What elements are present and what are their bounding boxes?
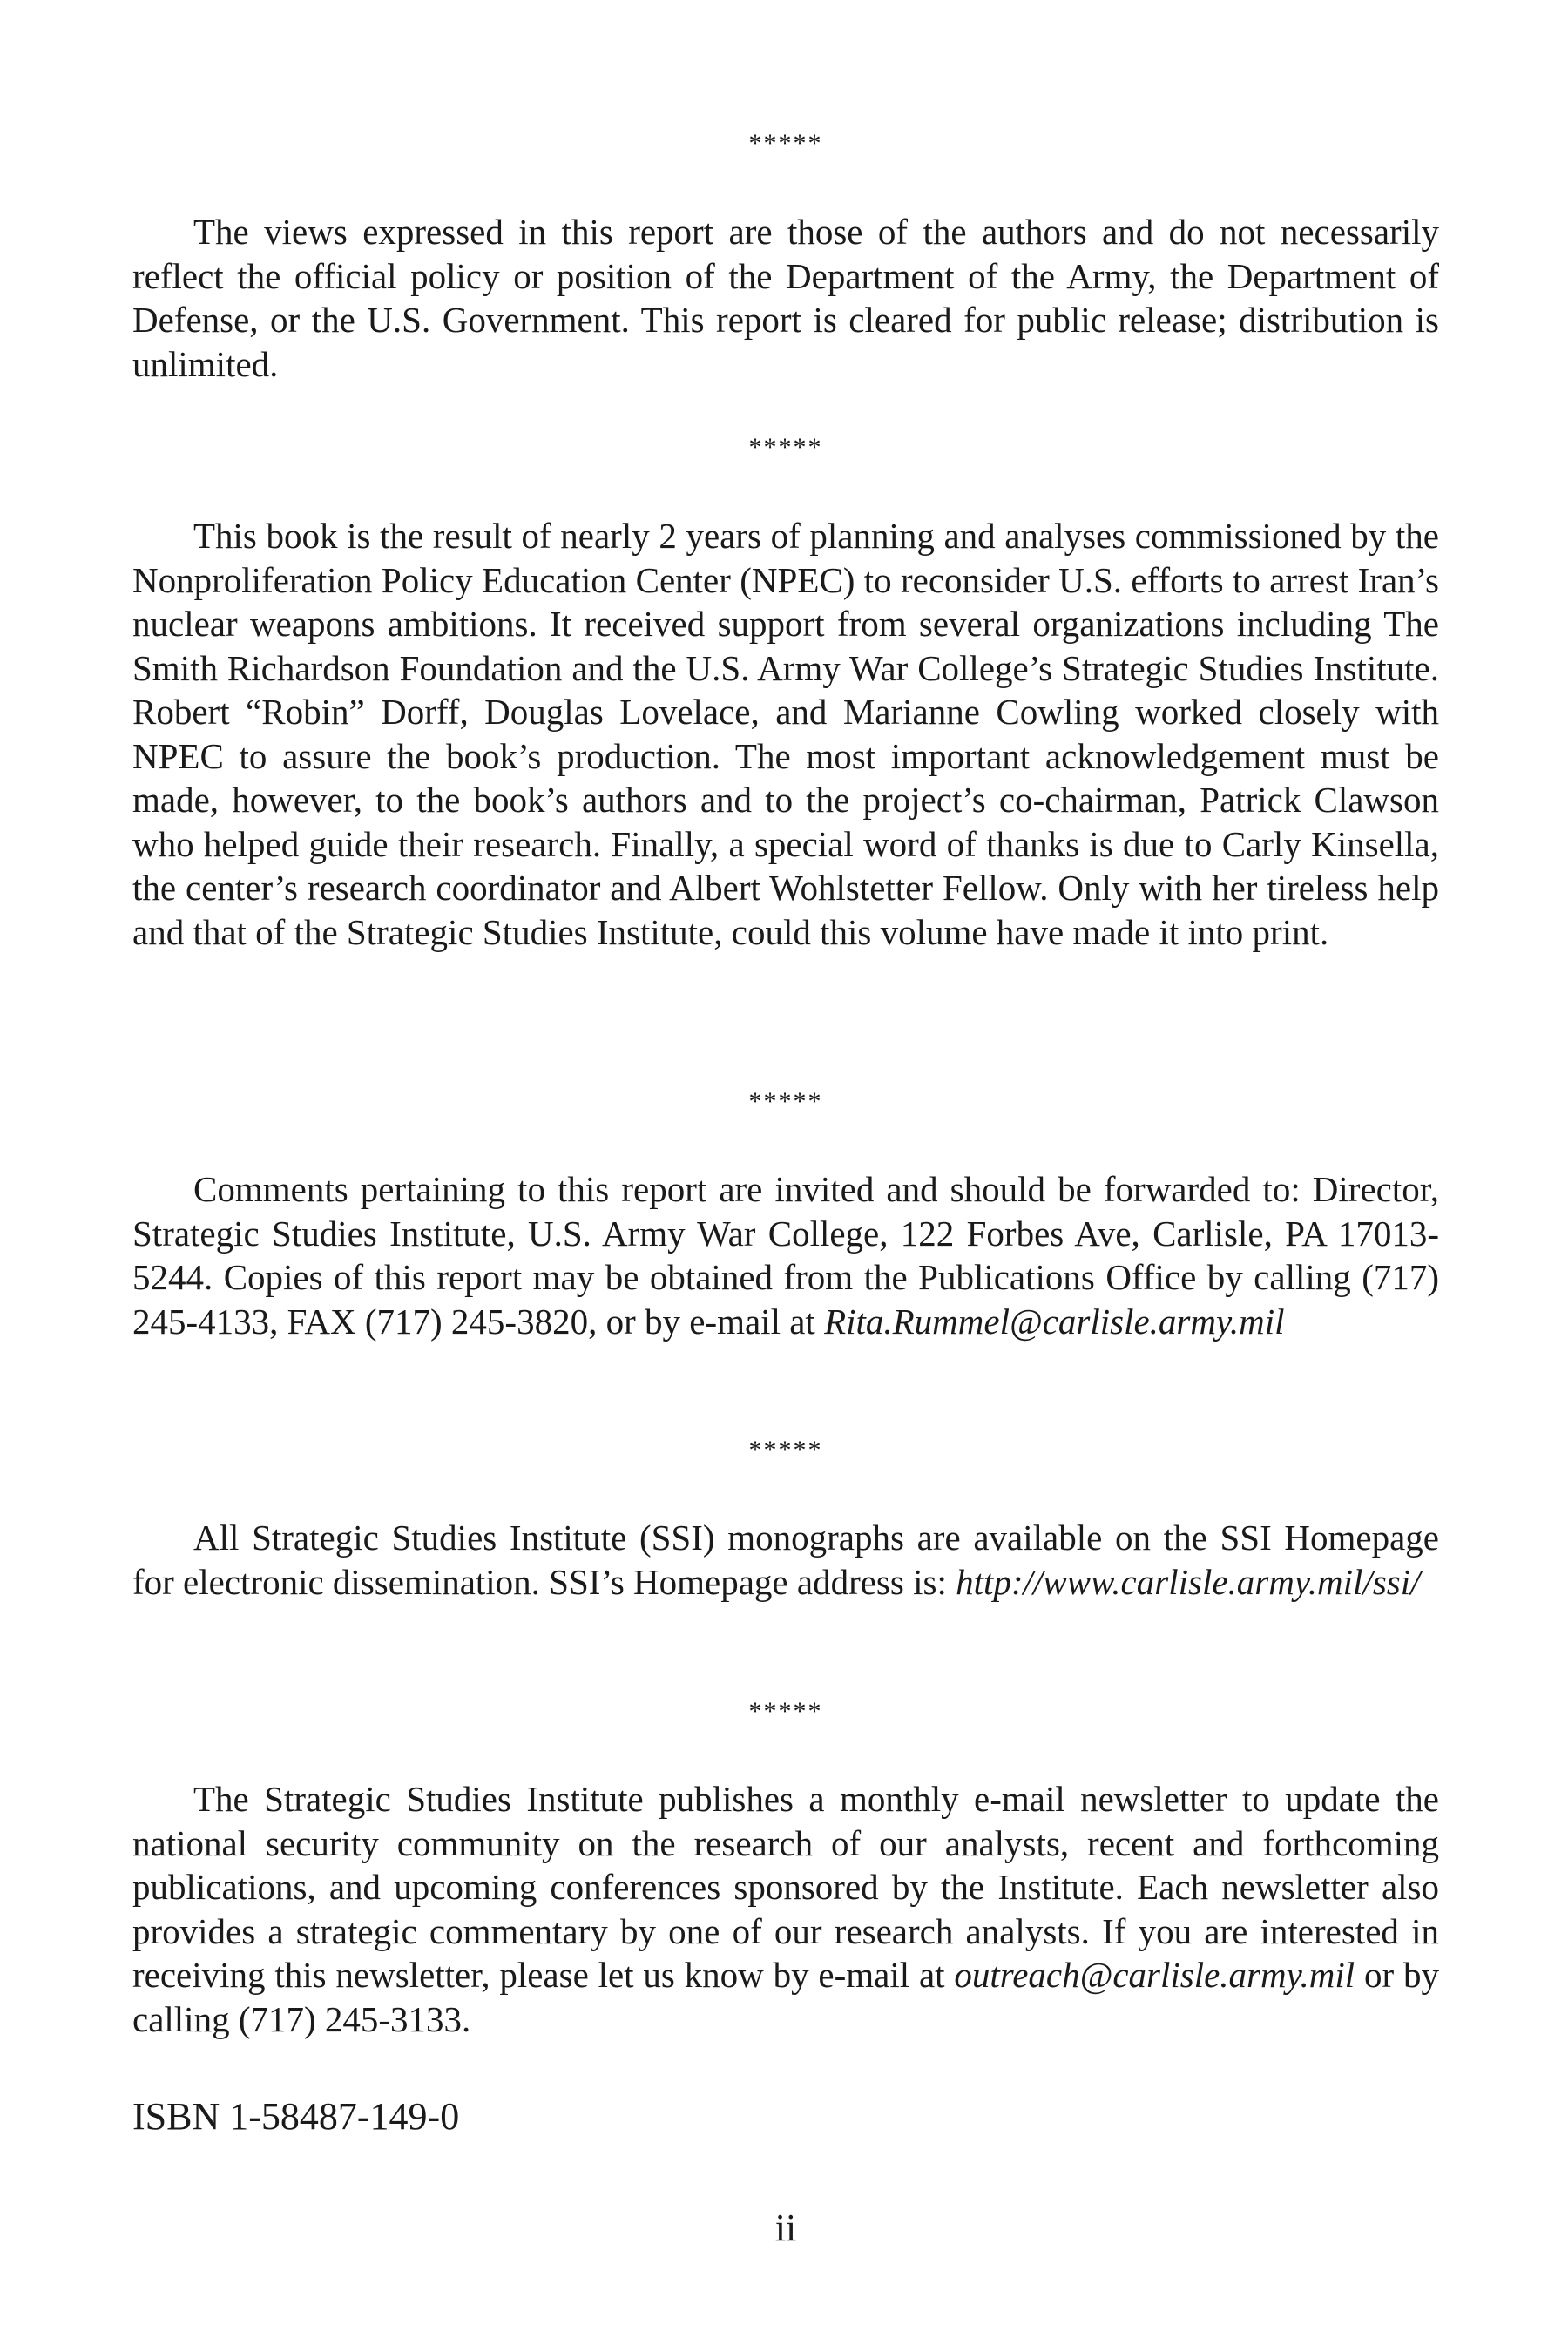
separator-3: ***** [748, 1087, 823, 1116]
isbn-number: ISBN 1-58487-149-0 [132, 2095, 460, 2138]
separator-4: ***** [748, 1436, 823, 1464]
separator-5: ***** [748, 1697, 823, 1726]
acknowledgement-paragraph: This book is the result of nearly 2 years of planning and analyses commissioned by the Nonproliferation Policy Education Center (NPEC) to reconsider U.S. efforts to arrest Iran’s nuclear weapons ambitions. It received support from several organizations including The Smith Richardson Foundation and the U.S. Army War College’s Strategic Studies Institute. Robert “Robin” Dorff, Douglas Lovelace, and Marianne Cowling worked closely with NPEC to assure the book’s production. The most important acknowledgement must be made, however, to the book’s authors and to the project’s co-chairman, Patrick Clawson who helped guide their research. Finally, a special word of thanks is due to Carly Kinsella, the center’s research coordinator and Albert Wohlstetter Fellow. Only with her tireless help and that of the Strategic Studies Institute, could this volume have made it into print. [132, 516, 1439, 952]
contact-email-link[interactable]: Rita.Rummel@carlisle.army.mil [824, 1301, 1285, 1342]
comments-text: Comments pertaining to this report are invited and should be forwarded to: Director, Strategic Studies Institute, U.S. Army War College, 122 Forbes Ave, Carlisle, PA 17013-5244. Copies of this report may be obtained from the Publications Office by calling (717) 245-4133, FAX (717) 245-3820, or by e-mail at [132, 1169, 1439, 1342]
newsletter-email-link[interactable]: outreach@carlisle.army.mil [954, 1955, 1355, 1995]
homepage-url-link[interactable]: http://www.carlisle.army.mil/ssi/ [956, 1561, 1421, 1602]
homepage-text: All Strategic Studies Institute (SSI) monographs are available on the SSI Homepage for electronic dissemination. SSI’s Homepage address is: [132, 1517, 1439, 1602]
newsletter-paragraph [132, 1777, 1439, 2041]
newsletter-text: The Strategic Studies Institute publishes a monthly e-mail newsletter to update the national security community on the research of our analysts, recent and forthcoming publications, and upcoming conferences sponsored by the Institute. Each newsletter also provides a strategic commentary by one of our research analysts. If you are interested in receiving this newsletter, please let us know by e-mail at [132, 1779, 1439, 1995]
document-page [132, 0, 1439, 2352]
comments-paragraph [132, 1167, 1439, 1343]
page-number: ii [774, 2207, 797, 2249]
separator-1: ***** [748, 129, 823, 158]
separator-2: ***** [748, 433, 823, 462]
homepage-paragraph [132, 1516, 1439, 1604]
disclaimer-paragraph: The views expressed in this report are those of the authors and do not necessarily reflect the official policy or position of the Department of the Army, the Department of Defense, or the U.S. Government. This report is cleared for public release; distribution is unlimited. [132, 212, 1439, 384]
newsletter-tail-text: or by calling (717) 245-3133. [132, 1955, 1440, 2039]
